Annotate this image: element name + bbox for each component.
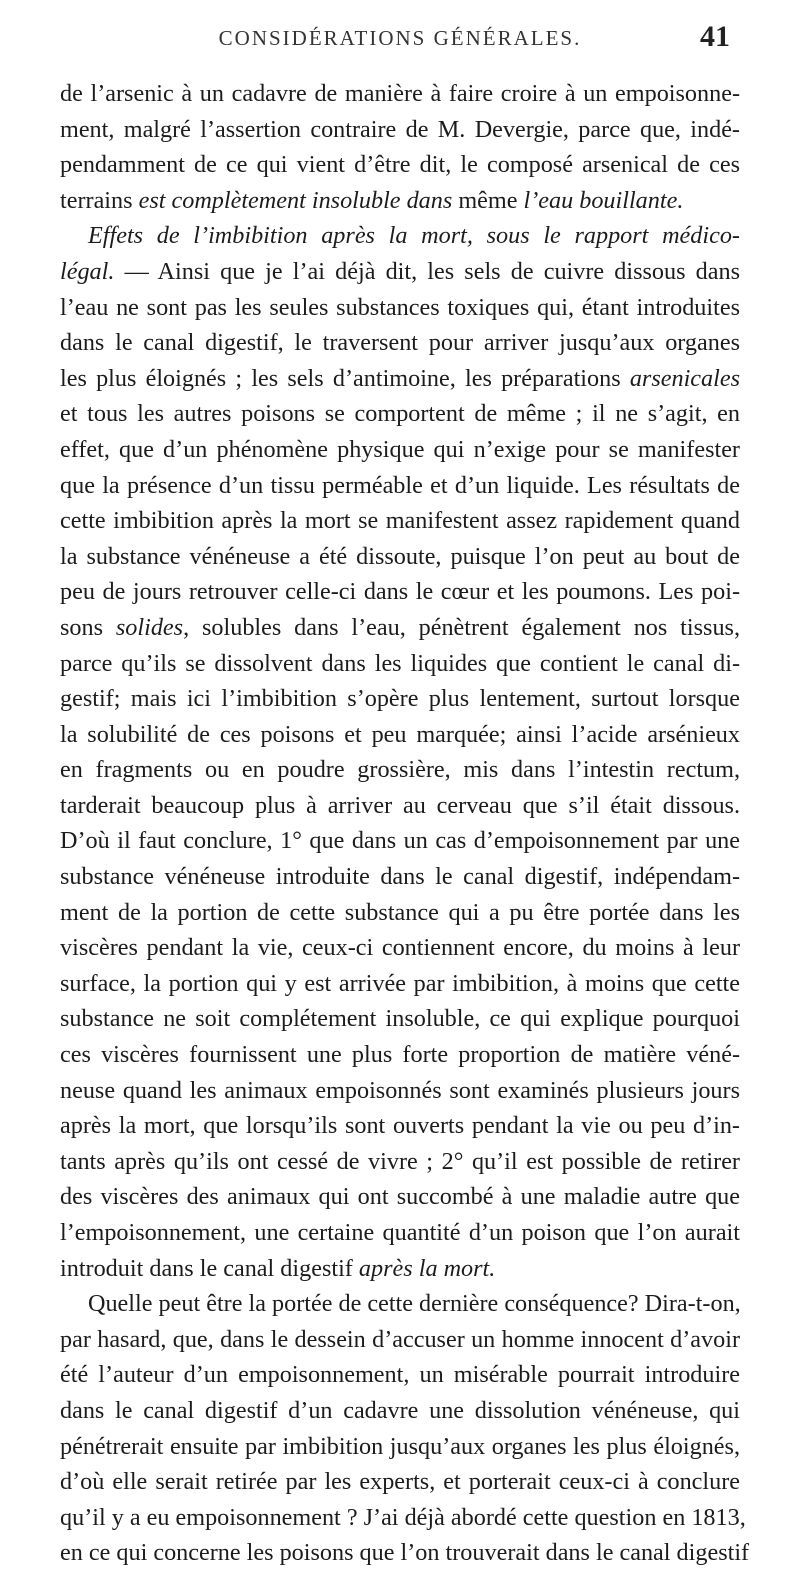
text-segment: des viscères des animaux qui ont succombé à une maladie autre que	[60, 1183, 740, 1211]
text-segment: neuse quand les animaux empoisonnés sont examinés plusieurs jours	[60, 1076, 740, 1104]
text-segment: introduit dans le canal digestif	[60, 1254, 359, 1282]
text-segment: après la mort, que lorsqu’ils sont ouverts pendant la vie ou peu d’in-	[60, 1112, 740, 1140]
text-line	[60, 717, 740, 753]
text-segment: cette imbibition après la mort se manifestent assez rapidement quand	[60, 507, 740, 535]
text-line	[60, 1073, 740, 1109]
text-segment: l’empoisonnement, une certaine quantité d’un poison que l’on aurait	[60, 1219, 740, 1246]
text-segment: la substance vénéneuse a été dissoute, puisque l’on peut au bout de	[60, 542, 740, 570]
text-line	[60, 468, 740, 504]
text-line	[60, 895, 740, 931]
text-line	[60, 254, 740, 290]
text-segment: même	[452, 186, 524, 214]
text-line	[60, 396, 740, 432]
text-segment: pénétrerait ensuite par imbibition jusqu’aux organes les plus éloignés,	[60, 1432, 740, 1460]
text-segment: d’où elle serait retirée par les experts, et porterait ceux-ci à conclure	[60, 1468, 740, 1496]
text-segment: ment, malgré l’assertion contraire de M. Devergie, parce que, indé-	[60, 115, 740, 143]
text-line	[60, 1393, 740, 1429]
text-segment: ces viscères fournissent une plus forte proportion de matière véné-	[60, 1041, 740, 1069]
text-line	[60, 1251, 740, 1287]
text-line	[60, 1286, 740, 1322]
text-line	[60, 290, 740, 326]
text-segment: en ce qui concerne les poisons que l’on trouverait dans le canal digestif	[60, 1539, 750, 1567]
text-line	[60, 1144, 740, 1180]
text-line	[60, 1357, 740, 1393]
text-segment: sons	[60, 613, 116, 641]
text-segment: substance ne soit complétement insoluble, ce qui explique pourquoi	[60, 1005, 740, 1033]
text-segment: en fragments ou en poudre grossière, mis dans l’intestin rectum,	[60, 756, 740, 784]
text-segment: les plus éloignés ; les sels d’antimoine, les préparations	[60, 364, 630, 392]
text-segment: D’où il faut conclure, 1° que dans un cas d’empoisonnement par une	[60, 827, 740, 855]
italic-text: arsenicales	[629, 364, 740, 392]
text-segment: parce qu’ils se dissolvent dans les liquides que contient le canal di-	[60, 649, 740, 677]
text-line	[60, 1500, 746, 1536]
text-line	[60, 788, 740, 824]
text-segment: tants après qu’ils ont cessé de vivre ; 2° qu’il est possible de retirer	[60, 1147, 740, 1175]
text-line	[60, 646, 740, 682]
text-segment: de l’arsenic à un cadavre de manière à faire croire à un empoisonne-	[60, 80, 740, 107]
text-segment: viscères pendant la vie, ceux-ci contiennent encore, du moins à leur	[60, 934, 740, 962]
text-line	[60, 539, 740, 575]
text-line	[60, 1037, 740, 1073]
text-segment: qu’il y a eu empoisonnement ? J’ai déjà abordé cette question en 1813,	[60, 1503, 746, 1531]
text-segment: été l’auteur d’un empoisonnement, un misérable pourrait introduire	[60, 1361, 740, 1389]
text-segment: Quelle peut être la portée de cette dernière conséquence? Dira-t-on,	[88, 1290, 741, 1318]
text-line	[60, 1215, 740, 1251]
text-segment: , solubles dans l’eau, pénètrent également nos tissus,	[183, 613, 741, 641]
text-segment: par hasard, que, dans le dessein d’accuser un homme innocent d’avoir	[60, 1325, 740, 1353]
text-line	[60, 859, 740, 895]
text-line	[60, 361, 740, 397]
text-line	[60, 432, 740, 468]
text-line	[60, 1108, 740, 1144]
italic-text: Effets de l’imbibition après la mort, sous le rapport médico-	[88, 222, 740, 250]
text-line	[60, 823, 740, 859]
text-line	[60, 930, 740, 966]
text-segment: la solubilité de ces poisons et peu marquée; ainsi l’acide arsénieux	[60, 720, 740, 748]
text-line	[60, 218, 740, 254]
text-line	[60, 752, 740, 788]
text-segment: — Ainsi que je l’ai déjà dit, les sels de cuivre dissous dans	[114, 257, 740, 285]
body-text	[60, 76, 750, 1571]
running-title: CONSIDÉRATIONS GÉNÉRALES.	[218, 26, 582, 50]
text-segment: effet, que d’un phénomène physique qui n’exige pour se manifester	[60, 435, 740, 463]
page-number: 41	[700, 20, 730, 53]
text-line	[60, 325, 740, 361]
text-segment: peu de jours retrouver celle-ci dans le cœur et les poumons. Les poi-	[60, 578, 740, 606]
text-line	[60, 1535, 750, 1571]
page-header	[0, 18, 800, 58]
text-line	[60, 503, 740, 539]
text-line	[60, 183, 740, 219]
text-line	[60, 574, 740, 610]
text-line	[60, 1001, 740, 1037]
text-segment: dans le canal digestif d’un cadavre une dissolution vénéneuse, qui	[60, 1396, 740, 1424]
text-line	[60, 681, 740, 717]
text-segment: terrains	[60, 186, 139, 214]
text-line	[60, 1429, 740, 1465]
text-segment: surface, la portion qui y est arrivée par imbibition, à moins que cette	[60, 969, 740, 997]
text-segment: et tous les autres poisons se comportent de même ; il ne s’agit, en	[60, 400, 740, 428]
text-segment: que la présence d’un tissu perméable et d’un liquide. Les résultats de	[60, 471, 740, 499]
text-line	[60, 966, 740, 1002]
text-segment: substance vénéneuse introduite dans le canal digestif, indépendam-	[60, 863, 740, 891]
text-line	[60, 112, 740, 148]
text-segment: l’eau ne sont pas les seules substances toxiques qui, étant introduites	[60, 293, 740, 321]
text-segment: ment de la portion de cette substance qui a pu être portée dans les	[60, 898, 740, 926]
text-line	[60, 1322, 740, 1358]
text-line	[60, 1179, 740, 1215]
text-line	[60, 147, 740, 183]
text-line	[60, 76, 740, 112]
text-line	[60, 1464, 740, 1500]
text-segment: dans le canal digestif, le traversent pour arriver jusqu’aux organes	[60, 329, 740, 357]
italic-text: après la mort.	[358, 1254, 496, 1282]
italic-text: légal.	[60, 257, 115, 285]
text-segment: gestif; mais ici l’imbibition s’opère plus lentement, surtout lorsque	[60, 685, 740, 713]
text-segment: tarderait beaucoup plus à arriver au cerveau que s’il était dissous.	[60, 791, 740, 819]
italic-text: solides	[115, 613, 184, 641]
italic-text: est complètement insoluble dans	[138, 186, 453, 214]
italic-text: l’eau bouillante.	[523, 186, 684, 214]
text-line	[60, 610, 740, 646]
text-segment: pendamment de ce qui vient d’être dit, le composé arsenical de ces	[60, 151, 740, 179]
